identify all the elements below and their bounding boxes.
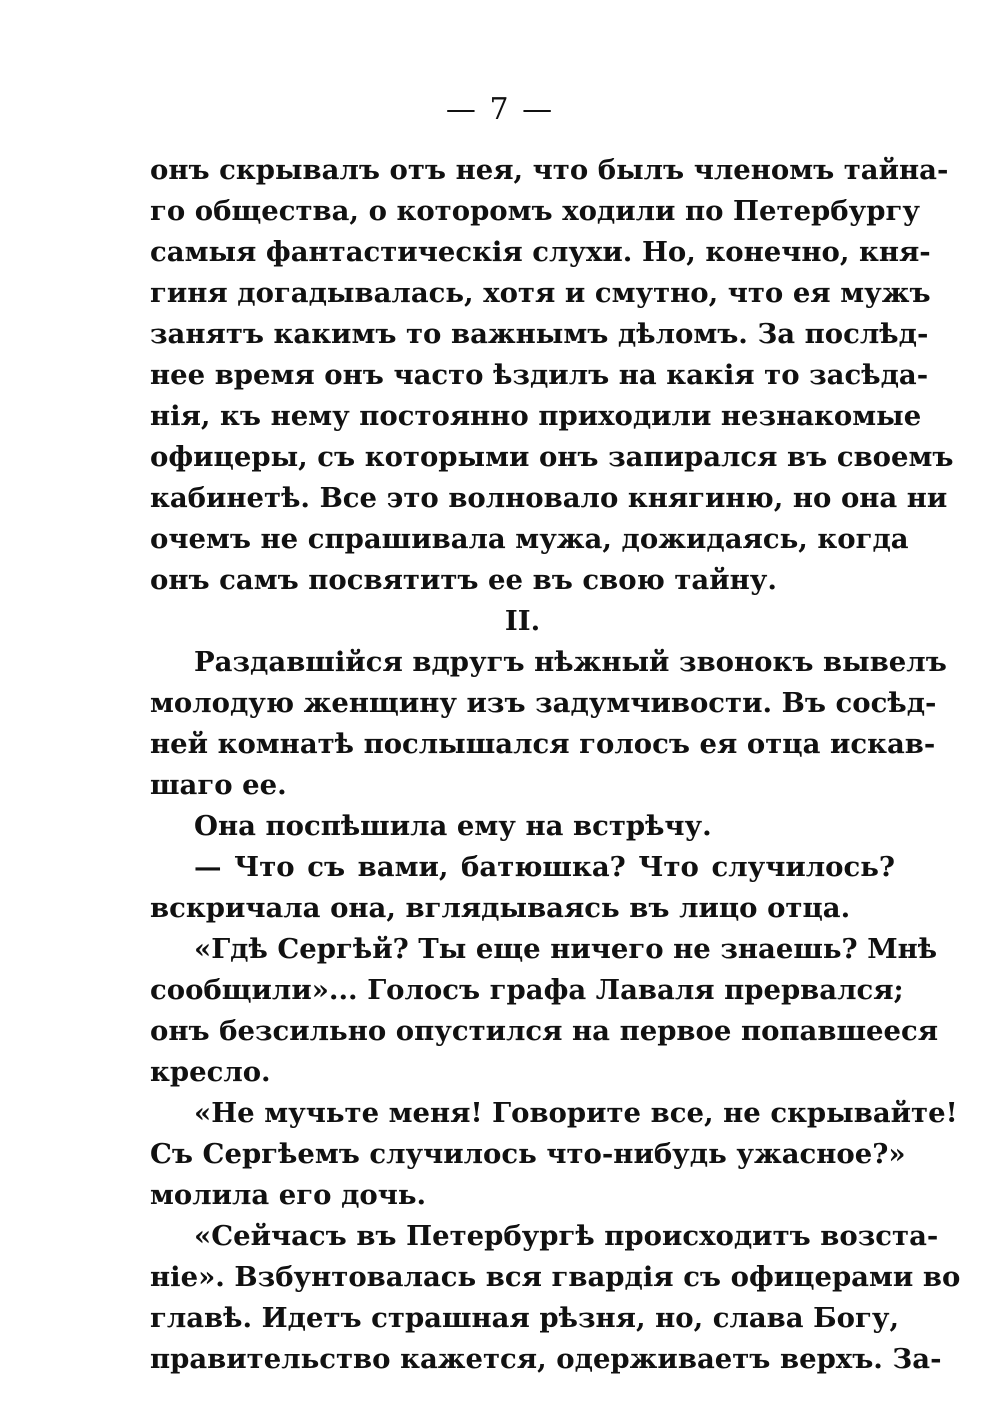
page-number: — 7 — (445, 92, 555, 127)
text-line: шаго ее. (150, 769, 287, 801)
text-line: молодую женщину изъ задумчивости. Въ сосѣд- (150, 687, 937, 719)
chapter-heading: II. (504, 605, 541, 637)
text-line: онъ безсильно опустился на первое попавшееся (150, 1015, 939, 1047)
text-line: го общества, о которомъ ходили по Петербургу (150, 195, 920, 227)
text-line: офицеры, съ которыми онъ запирался въ своемъ (150, 441, 954, 473)
text-line: занятъ какимъ то важнымъ дѣломъ. За послѣд- (150, 318, 929, 350)
text-line: Она поспѣшила ему на встрѣчу. (194, 810, 712, 842)
text-line: вскричала она, вглядываясь въ лицо отца. (150, 892, 851, 924)
text-line: сообщили»... Голосъ графа Лаваля прервался; (150, 974, 904, 1006)
text-line: главѣ. Идетъ страшная рѣзня, но, слава Богу, (150, 1302, 900, 1334)
text-line: «Сейчасъ въ Петербургѣ происходитъ возста- (194, 1220, 939, 1252)
text-line: нiя, къ нему постоянно приходили незнакомые (150, 400, 922, 432)
text-line: ней комнатѣ послышался голосъ ея отца искав- (150, 728, 936, 760)
text-line: — Что съ вами, батюшка? Что случилось? (194, 851, 895, 883)
text-line: кабинетѣ. Все это волновало княгиню, но она ни (150, 482, 948, 514)
text-line: гиня догадывалась, хотя и смутно, что ея мужъ (150, 277, 931, 309)
text-line: онъ самъ посвятитъ ее въ свою тайну. (150, 564, 777, 596)
text-line: правительство кажется, одерживаетъ верхъ. За- (150, 1343, 942, 1375)
text-line: молила его дочь. (150, 1179, 427, 1211)
text-line: Раздавшiйся вдругъ нѣжный звонокъ вывелъ (194, 646, 947, 678)
text-line: нее время онъ часто ѣздилъ на какiя то засѣда- (150, 359, 929, 391)
body-text (150, 150, 961, 1380)
text-line: нiе». Взбунтовалась вся гвардiя съ офицерами во (150, 1261, 961, 1293)
text-line: Съ Сергѣемъ случилось что-нибудь ужасное?» (150, 1138, 906, 1170)
text-line: онъ скрывалъ отъ нея, что былъ членомъ тайна- (150, 154, 949, 186)
text-line: самыя фантастическiя слухи. Но, конечно, кня- (150, 236, 931, 268)
text-line: «Не мучьте меня! Говорите все, не скрывайте! (194, 1097, 958, 1129)
text-line: очемъ не спрашивала мужа, дожидаясь, когда (150, 523, 909, 555)
text-line: кресло. (150, 1056, 271, 1088)
text-line: «Гдѣ Сергѣй? Ты еще ничего не знаешь? Мнѣ (194, 933, 938, 965)
